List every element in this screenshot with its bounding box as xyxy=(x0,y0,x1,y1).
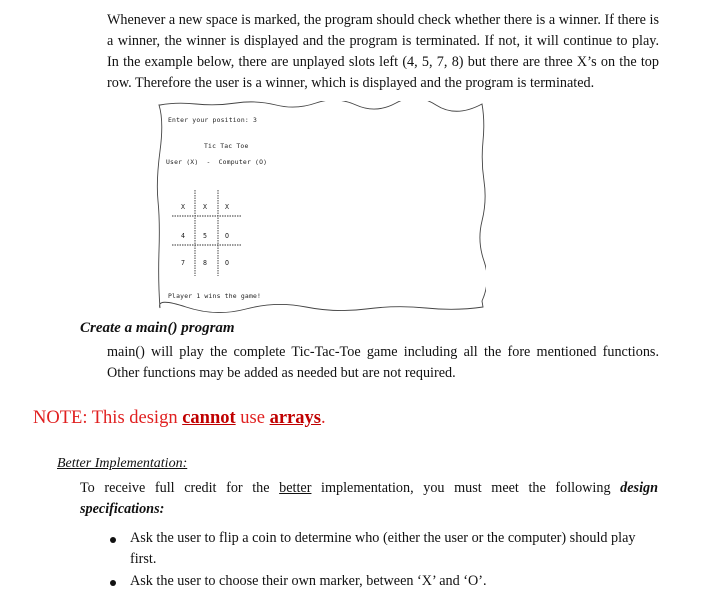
board-cell-7: 7 xyxy=(181,259,185,267)
note-prefix: NOTE: This design xyxy=(33,408,183,428)
better-heading: Better Implementation: xyxy=(57,456,188,471)
console-title: Tic Tac Toe xyxy=(204,142,249,150)
board-cell-3: X xyxy=(225,203,229,211)
board-cell-5: 5 xyxy=(203,232,207,240)
intro-paragraph: Whenever a new space is marked, the program should check whether there is a winner. If there is a winner, the winner is displayed and the program is terminated. If not, it will continue to play. In the example below, there are unplayed slots left (4, 5, 7, 8) but there are three X’s on the top row. Therefore the user is a winner, which is displayed and the program is terminated. xyxy=(107,12,659,91)
board-cell-9: O xyxy=(225,259,229,267)
board-cell-6: O xyxy=(225,232,229,240)
section-heading: Create a main() program xyxy=(80,320,235,336)
console-result: Player 1 wins the game! xyxy=(168,292,262,300)
better-lead-rest: implementation, you must meet the following xyxy=(311,480,621,496)
bullet-item-2: Ask the user to choose their own marker, between ‘X’ and ‘O’. xyxy=(130,573,487,589)
better-lead-text: To receive full credit for the xyxy=(80,480,280,496)
note-middle: use xyxy=(235,408,270,428)
board-cell-8: 8 xyxy=(203,259,207,267)
note-arrays: arrays xyxy=(269,408,321,428)
note-suffix: . xyxy=(320,408,326,428)
note-banner xyxy=(33,408,326,429)
board-cell-2: X xyxy=(203,203,207,211)
bullet-dot-2 xyxy=(110,580,116,586)
bullet-dot-1 xyxy=(110,537,116,543)
better-lead-link: better xyxy=(279,480,312,496)
board-cell-1: X xyxy=(181,203,185,211)
board-cell-4: 4 xyxy=(181,232,185,240)
section-body: main() will play the complete Tic-Tac-Toe game including all the fore mentioned functions. Other functions may be added as needed but are not required. xyxy=(107,344,659,381)
console-prompt: Enter your position: 3 xyxy=(168,116,258,124)
console-players: User (X) - Computer (O) xyxy=(166,158,268,166)
better-lead-bold: design specifications: xyxy=(80,480,658,517)
note-cannot: cannot xyxy=(182,408,236,428)
bullet-item-1: Ask the user to flip a coin to determine who (either the user or the computer) should play first. xyxy=(130,530,636,567)
better-lead xyxy=(80,478,658,520)
console-screenshot xyxy=(156,101,486,313)
